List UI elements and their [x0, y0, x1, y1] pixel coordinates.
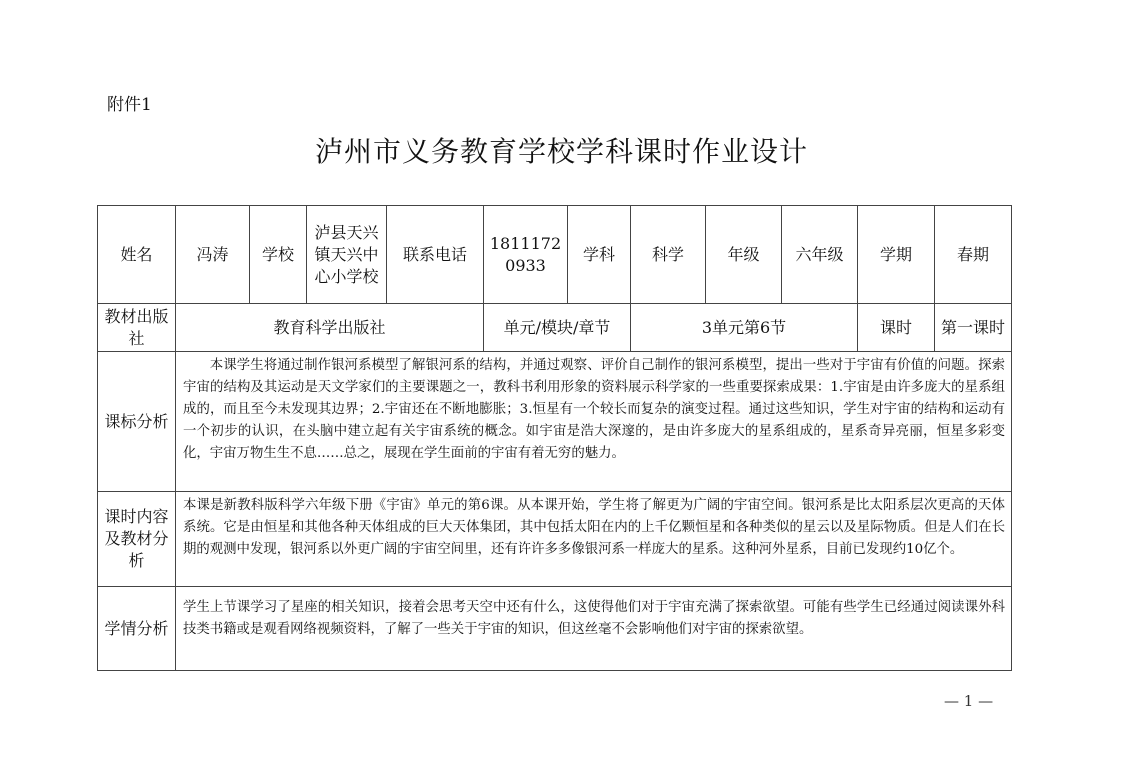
name-value: 冯涛	[176, 206, 250, 304]
subject-value: 科学	[631, 206, 706, 304]
students-text: 学生上节课学习了星座的相关知识，接着会思考天空中还有什么，这使得他们对于宇宙充满了探索欲望。可能有些学生已经通过阅读课外科技类书籍或是观看网络视频资料，了解了一些关于宇宙的知识，但这丝毫不会影响他们对宇宙的探索欲望。	[176, 587, 1012, 671]
publisher-value: 教育科学出版社	[176, 304, 484, 352]
curriculum-row	[98, 352, 1012, 492]
school-label: 学校	[250, 206, 307, 304]
grade-label: 年级	[706, 206, 782, 304]
lesson-design-form	[97, 205, 1012, 671]
subject-label: 学科	[568, 206, 631, 304]
phone-value	[484, 206, 568, 304]
content-label: 课时内容及教材分析	[98, 492, 176, 587]
phone-line-2: 0933	[505, 255, 546, 275]
info-row-1	[98, 206, 1012, 304]
grade-value: 六年级	[782, 206, 858, 304]
period-value: 第一课时	[935, 304, 1012, 352]
unit-value: 3单元第6节	[631, 304, 858, 352]
school-value: 泸县天兴镇天兴中心小学校	[307, 206, 387, 304]
publisher-label: 教材出版社	[98, 304, 176, 352]
students-row	[98, 587, 1012, 671]
content-text: 本课是新教科版科学六年级下册《宇宙》单元的第6课。从本课开始，学生将了解更为广阔的宇宙空间。银河系是比太阳系层次更高的天体系统。它是由恒星和其他各种天体组成的巨大天体集团，其中包括太阳在内的上千亿颗恒星和各种类似的星云以及星际物质。但是人们在长期的观测中发现，银河系以外更广阔的宇宙空间里，还有许许多多像银河系一样庞大的星系。这种河外星系，目前已发现约10亿个。	[176, 492, 1012, 587]
period-label: 课时	[858, 304, 935, 352]
phone-label: 联系电话	[387, 206, 484, 304]
curriculum-text: 本课学生将通过制作银河系模型了解银河系的结构，并通过观察、评价自己制作的银河系模型，提出一些对于宇宙有价值的问题。探索宇宙的结构及其运动是天文学家们的主要课题之一，教科书利用形象的资料展示科学家的一些重要探索成果：1.宇宙是由许多庞大的星系组成的，而且至今未发现其边界；2.宇宙还在不断地膨胀；3.恒星有一个较长而复杂的演变过程。通过这些知识，学生对宇宙的结构和运动有一个初步的认识，在头脑中建立起有关宇宙系统的概念。如宇宙是浩大深邃的，是由许多庞大的星系组成的，星系奇异亮丽，恒星多彩变化，宇宙万物生生不息……总之，展现在学生面前的宇宙有着无穷的魅力。	[176, 352, 1012, 492]
page-title: 泸州市义务教育学校学科课时作业设计	[314, 135, 808, 168]
phone-line-1: 1811172	[489, 233, 562, 253]
students-label: 学情分析	[98, 587, 176, 671]
content-row	[98, 492, 1012, 587]
curriculum-label: 课标分析	[98, 352, 176, 492]
name-label: 姓名	[98, 206, 176, 304]
info-row-2	[98, 304, 1012, 352]
page-number: — 1 —	[944, 692, 994, 710]
attachment-label: 附件1	[107, 95, 152, 115]
term-label: 学期	[858, 206, 935, 304]
term-value: 春期	[935, 206, 1012, 304]
unit-label: 单元/模块/章节	[484, 304, 631, 352]
